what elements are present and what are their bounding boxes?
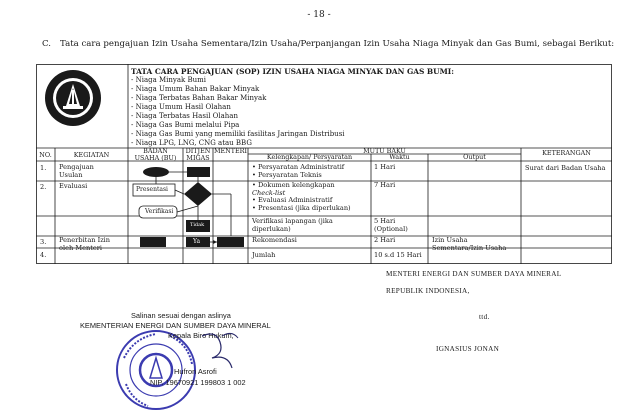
row1-waktu: 1 Hari — [374, 163, 396, 171]
flow-box-menteri — [217, 237, 244, 247]
header-keterangan: KETERANGAN — [542, 149, 591, 157]
salinan-line-4: Hufron Asrofi — [174, 367, 217, 376]
salinan-line-5: NIP. 19670921 199803 1 002 — [150, 378, 246, 387]
signature-title-2: REPUBLIK INDONESIA, — [386, 287, 470, 295]
row3-waktu: 2 Hari — [374, 236, 396, 244]
sop-item: - Niaga Minyak Bumi — [131, 76, 207, 84]
row3-no: 3. — [40, 238, 47, 246]
flow-box-migas-1 — [187, 167, 210, 177]
row1-kelengkapan: • Persyaratan Administratif • Persyaratan Teknis — [252, 163, 345, 179]
sop-item: - Niaga Gas Bumi yang memiliki fasilitas Jaringan Distribusi — [131, 130, 345, 138]
row2b-kelengkapan: Verifikasi lapangan (jika diperlukan) — [252, 217, 333, 233]
flow-start-terminator — [143, 167, 169, 177]
flow-label-ya: Ya — [193, 238, 201, 245]
header-kegiatan: KEGIATAN — [73, 151, 110, 159]
sop-table — [36, 64, 612, 264]
header-waktu: Waktu — [389, 153, 410, 161]
section-letter: C. — [42, 39, 52, 49]
flow-label-presentasi: Presentasi — [136, 186, 168, 193]
flow-box-menteri-bu — [140, 237, 166, 247]
header-no: NO. — [39, 151, 52, 159]
salinan-line-2: KEMENTERIAN ENERGI DAN SUMBER DAYA MINERAL — [80, 321, 271, 330]
row1-kegiatan: Pengajuan Usulan — [59, 163, 94, 179]
flow-decision-diamond — [184, 182, 212, 206]
handwritten-signature — [198, 328, 242, 372]
sop-title: TATA CARA PENGAJUAN (SOP) IZIN USAHA NIAGA MINYAK DAN GAS BUMI: — [131, 67, 454, 76]
row1-keterangan: Surat dari Badan Usaha — [525, 164, 606, 172]
header-output: Output — [463, 153, 486, 161]
flow-label-verifikasi: Verifikasi — [145, 208, 174, 215]
sop-item: - Niaga Terbatas Bahan Bakar Minyak — [131, 94, 267, 102]
section-heading-text: Tata cara pengajuan Izin Usaha Sementara/Izin Usaha/Perpanjangan Izin Usaha Niaga Minyak dan Gas Bumi, sebagai Berikut: — [60, 39, 615, 49]
header-menteri: MENTERI — [213, 147, 248, 155]
signature-name: IGNASIUS JONAN — [436, 345, 500, 353]
row1-no: 1. — [40, 164, 47, 172]
flow-label-tidak: Tidak — [190, 222, 205, 228]
row3-kegiatan: Penerbitan Izin oleh Menteri — [59, 236, 111, 252]
signature-title-1: MENTERI ENERGI DAN SUMBER DAYA MINERAL — [386, 270, 562, 278]
sop-item: - Niaga Gas Bumi melalui Pipa — [131, 121, 240, 129]
row2-no: 2. — [40, 183, 47, 191]
sop-item: - Niaga Terbatas Hasil Olahan — [131, 112, 238, 120]
row4-no: 4. — [40, 251, 47, 259]
row2b-waktu: 5 Hari (Optional) — [374, 217, 408, 233]
row3-output: Izin Usaha Sementara/Izin Usaha — [432, 236, 507, 252]
header-mutu-baku: MUTU BAKU — [363, 147, 406, 155]
salinan-line-1: Salinan sesuai dengan aslinya — [131, 311, 231, 320]
sop-item: - Niaga Umum Hasil Olahan — [131, 103, 231, 111]
row4-waktu: 10 s.d 15 Hari — [374, 251, 422, 259]
flowchart — [133, 167, 244, 247]
signature-ttd: ttd. — [479, 313, 490, 321]
esdm-logo — [42, 68, 104, 128]
sop-item: - Niaga Umum Bahan Bakar Minyak — [131, 85, 260, 93]
row4-kelengkapan: Jumlah — [252, 251, 276, 259]
row2-kelengkapan: • Dokumen kelengkapan Check-list • Evaluasi Administratif • Presentasi (jika diperlukan) — [252, 181, 351, 212]
sop-item: - Niaga LPG, LNG, CNG atau BBG — [131, 139, 252, 147]
header-kelengkapan: Kelengkapan/ Persyaratan — [266, 153, 353, 161]
header-badan-usaha: BADAN USAHA (BU) — [134, 147, 177, 162]
row2-kegiatan: Evaluasi — [59, 182, 88, 190]
page-number: - 18 - — [307, 10, 331, 20]
salinan-line-3: Kepala Biro Hukum, — [168, 331, 234, 340]
header-ditjen-migas: DITJEN MIGAS — [185, 147, 211, 162]
row2-waktu: 7 Hari — [374, 181, 396, 189]
row3-kelengkapan: Rekomendasi — [252, 236, 297, 244]
